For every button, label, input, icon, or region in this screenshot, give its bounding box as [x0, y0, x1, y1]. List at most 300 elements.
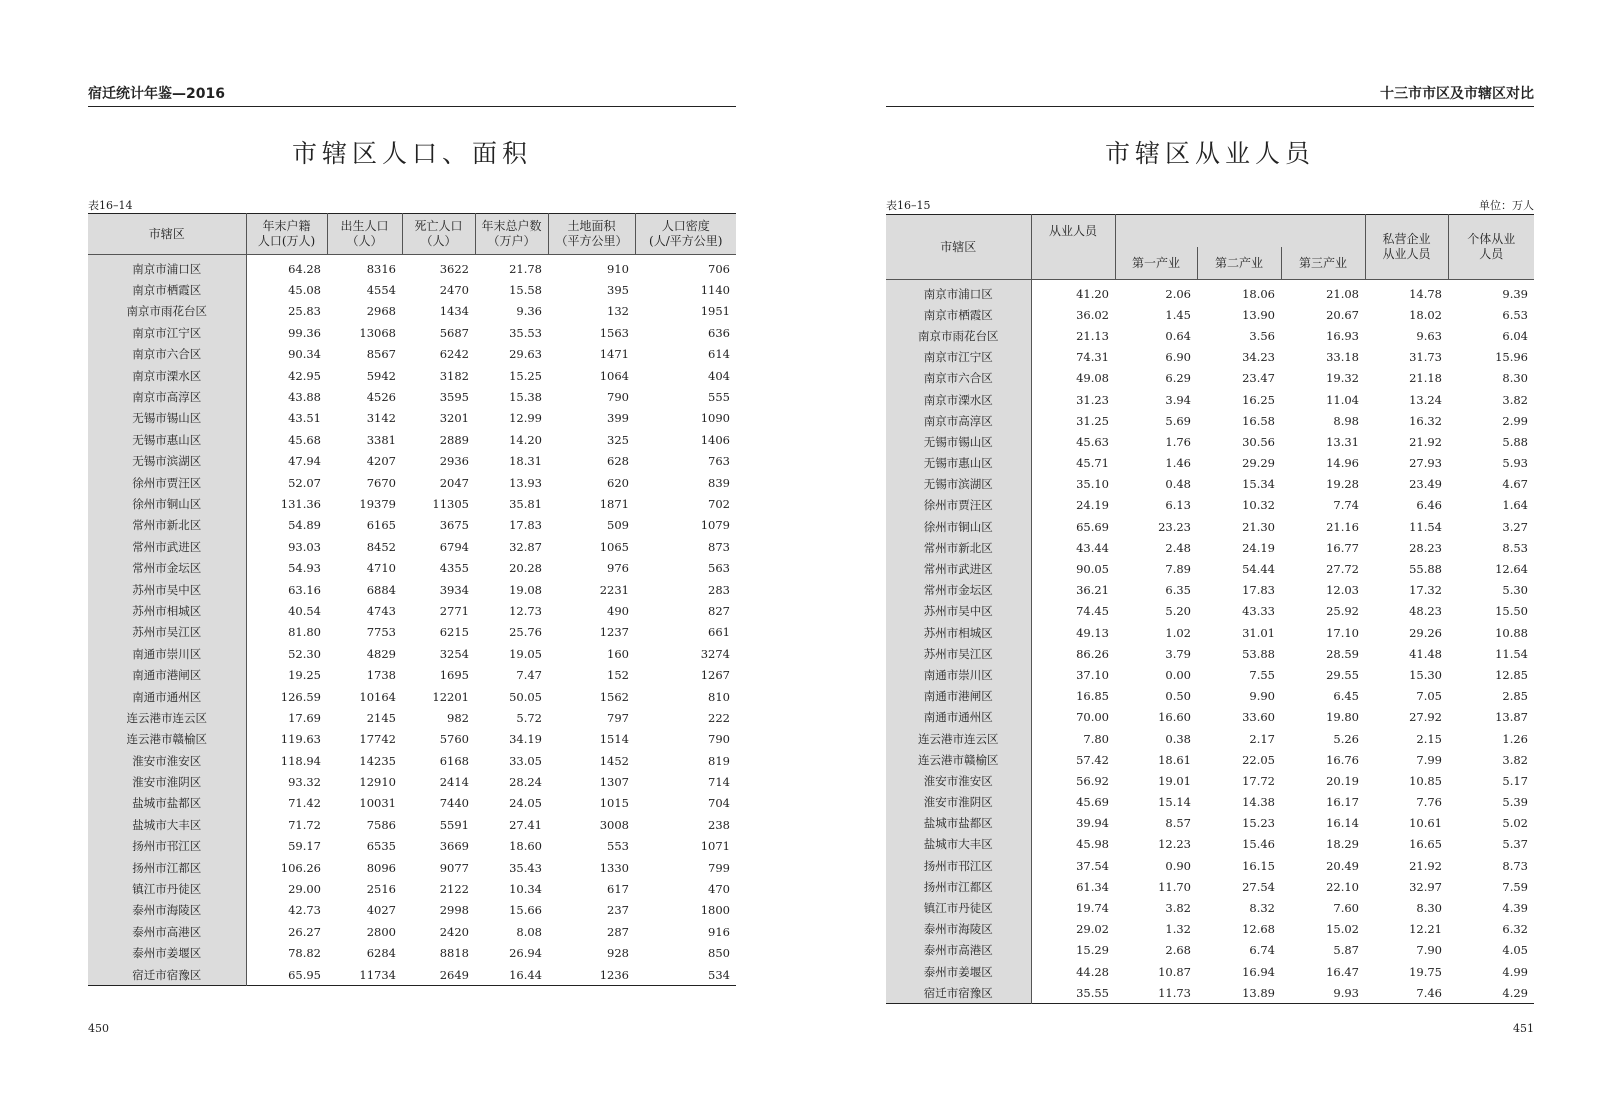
- value-cell: 14.96: [1326, 456, 1359, 471]
- value-cell: 56.92: [1076, 773, 1109, 788]
- value-cell: 5.26: [1333, 731, 1359, 746]
- value-cell: 16.14: [1326, 816, 1359, 831]
- value-cell: 7586: [366, 817, 396, 832]
- table-row: [886, 558, 1534, 579]
- table-row: [88, 408, 736, 429]
- table-row: [88, 255, 736, 280]
- header-tertiary: 第三产业: [1281, 247, 1365, 280]
- value-cell: 36.02: [1076, 307, 1109, 322]
- district-name-cell: 镇江市丹徒区: [88, 878, 246, 899]
- value-cell: 555: [708, 390, 730, 405]
- value-cell: 21.92: [1409, 434, 1442, 449]
- value-cell: 29.26: [1409, 625, 1442, 640]
- district-name-cell: 徐州市贾汪区: [886, 495, 1031, 516]
- value-cell: 976: [607, 561, 629, 576]
- value-cell: 7.74: [1333, 498, 1359, 513]
- value-cell: 916: [708, 924, 730, 939]
- value-cell: 6.29: [1165, 371, 1191, 386]
- value-cell: 15.14: [1158, 795, 1191, 810]
- value-cell: 28.59: [1326, 646, 1359, 661]
- value-cell: 14235: [359, 753, 396, 768]
- table-row: [886, 368, 1534, 389]
- value-cell: 45.68: [288, 432, 321, 447]
- value-cell: 18.06: [1242, 286, 1275, 301]
- value-cell: 19.25: [288, 668, 321, 683]
- value-cell: 1236: [599, 967, 629, 982]
- table-row: [886, 813, 1534, 834]
- value-cell: 32.97: [1409, 879, 1442, 894]
- value-cell: 13.93: [509, 475, 542, 490]
- value-cell: 7.60: [1333, 901, 1359, 916]
- value-cell: 49.08: [1076, 371, 1109, 386]
- district-name-cell: 南通市崇川区: [886, 664, 1031, 685]
- value-cell: 9.90: [1249, 689, 1275, 704]
- value-cell: 20.28: [509, 561, 542, 576]
- value-cell: 3142: [366, 411, 396, 426]
- table-row: [886, 643, 1534, 664]
- value-cell: 0.00: [1165, 667, 1191, 682]
- table-row: [88, 686, 736, 707]
- district-name-cell: 南通市崇川区: [88, 643, 246, 664]
- value-cell: 119.63: [280, 732, 321, 747]
- table-row: [88, 557, 736, 578]
- value-cell: 7670: [366, 475, 396, 490]
- value-cell: 53.88: [1242, 646, 1275, 661]
- value-cell: 49.13: [1076, 625, 1109, 640]
- value-cell: 4355: [439, 561, 469, 576]
- value-cell: 5.87: [1333, 943, 1359, 958]
- value-cell: 16.60: [1158, 710, 1191, 725]
- district-name-cell: 南京市溧水区: [88, 365, 246, 386]
- population-area-table: [88, 213, 736, 986]
- value-cell: 10.88: [1495, 625, 1528, 640]
- value-cell: 3.27: [1502, 519, 1528, 534]
- district-name-cell: 无锡市滨湖区: [886, 474, 1031, 495]
- table-row: [88, 622, 736, 643]
- district-name-cell: 盐城市大丰区: [88, 814, 246, 835]
- value-cell: 45.63: [1076, 434, 1109, 449]
- table-row: [886, 728, 1534, 749]
- value-cell: 7.90: [1416, 943, 1442, 958]
- value-cell: 12.23: [1158, 837, 1191, 852]
- value-cell: 16.15: [1242, 858, 1275, 873]
- value-cell: 18.31: [509, 454, 542, 469]
- district-name-cell: 扬州市邗江区: [886, 855, 1031, 876]
- value-cell: 13.90: [1242, 307, 1275, 322]
- value-cell: 19379: [359, 496, 396, 511]
- value-cell: 74.45: [1076, 604, 1109, 619]
- header-cell: 出生人口 （人）: [327, 214, 402, 255]
- value-cell: 16.76: [1326, 752, 1359, 767]
- value-cell: 819: [708, 753, 730, 768]
- value-cell: 19.32: [1326, 371, 1359, 386]
- table-row: [886, 940, 1534, 961]
- value-cell: 2231: [599, 582, 629, 597]
- value-cell: 5.17: [1502, 773, 1528, 788]
- value-cell: 15.66: [509, 903, 542, 918]
- value-cell: 93.32: [288, 775, 321, 790]
- value-cell: 18.60: [509, 839, 542, 854]
- value-cell: 3.79: [1165, 646, 1191, 661]
- value-cell: 1330: [599, 860, 629, 875]
- value-cell: 21.78: [509, 261, 542, 276]
- value-cell: 0.50: [1165, 689, 1191, 704]
- value-cell: 563: [708, 561, 730, 576]
- value-cell: 21.30: [1242, 519, 1275, 534]
- value-cell: 131.36: [280, 496, 321, 511]
- value-cell: 132: [607, 304, 629, 319]
- header-cell: 市辖区: [88, 214, 246, 255]
- district-name-cell: 常州市金坛区: [88, 557, 246, 578]
- district-name-cell: 南京市栖霞区: [88, 279, 246, 300]
- value-cell: 1563: [599, 325, 629, 340]
- value-cell: 13.24: [1409, 392, 1442, 407]
- value-cell: 21.18: [1409, 371, 1442, 386]
- value-cell: 1071: [700, 839, 730, 854]
- value-cell: 8.32: [1249, 901, 1275, 916]
- running-head-text: 宿迁统计年鉴—2016: [88, 86, 225, 102]
- district-name-cell: 泰州市海陵区: [88, 900, 246, 921]
- value-cell: 34.19: [509, 732, 542, 747]
- table-row: [886, 792, 1534, 813]
- value-cell: 797: [607, 710, 629, 725]
- district-name-cell: 南通市通州区: [88, 686, 246, 707]
- value-cell: 17.72: [1242, 773, 1275, 788]
- value-cell: 5.72: [516, 710, 542, 725]
- value-cell: 0.90: [1165, 858, 1191, 873]
- value-cell: 4027: [366, 903, 396, 918]
- running-head: [88, 86, 736, 107]
- value-cell: 982: [447, 710, 469, 725]
- value-cell: 7.47: [516, 668, 542, 683]
- value-cell: 16.94: [1242, 964, 1275, 979]
- table-row: [886, 325, 1534, 346]
- table-row: [886, 580, 1534, 601]
- value-cell: 10.85: [1409, 773, 1442, 788]
- value-cell: 10.61: [1409, 816, 1442, 831]
- value-cell: 2.68: [1165, 943, 1191, 958]
- value-cell: 7.99: [1416, 752, 1442, 767]
- value-cell: 4.67: [1502, 477, 1528, 492]
- value-cell: 65.69: [1076, 519, 1109, 534]
- district-name-cell: 南京市高淳区: [88, 386, 246, 407]
- value-cell: 23.23: [1158, 519, 1191, 534]
- value-cell: 10164: [359, 689, 396, 704]
- value-cell: 6168: [439, 753, 469, 768]
- header-primary: 第一产业: [1115, 247, 1197, 280]
- value-cell: 27.93: [1409, 456, 1442, 471]
- value-cell: 3675: [439, 518, 469, 533]
- value-cell: 8.08: [516, 924, 542, 939]
- value-cell: 1.76: [1165, 434, 1191, 449]
- value-cell: 8818: [439, 946, 469, 961]
- value-cell: 3254: [439, 646, 469, 661]
- value-cell: 8452: [366, 539, 396, 554]
- value-cell: 24.05: [509, 796, 542, 811]
- value-cell: 11.54: [1409, 519, 1442, 534]
- table-row: [88, 451, 736, 472]
- value-cell: 18.61: [1158, 752, 1191, 767]
- value-cell: 15.25: [509, 368, 542, 383]
- value-cell: 40.54: [288, 603, 321, 618]
- value-cell: 5942: [366, 368, 396, 383]
- table-row: [88, 429, 736, 450]
- district-name-cell: 常州市新北区: [886, 537, 1031, 558]
- value-cell: 4.99: [1502, 964, 1528, 979]
- value-cell: 8.73: [1502, 858, 1528, 873]
- value-cell: 2.99: [1502, 413, 1528, 428]
- district-name-cell: 苏州市吴江区: [88, 622, 246, 643]
- value-cell: 37.54: [1076, 858, 1109, 873]
- value-cell: 5.39: [1502, 795, 1528, 810]
- value-cell: 6242: [439, 347, 469, 362]
- district-name-cell: 苏州市吴中区: [88, 579, 246, 600]
- value-cell: 19.01: [1158, 773, 1191, 788]
- value-cell: 27.92: [1409, 710, 1442, 725]
- value-cell: 10.34: [509, 882, 542, 897]
- district-name-cell: 常州市新北区: [88, 515, 246, 536]
- value-cell: 8.30: [1502, 371, 1528, 386]
- value-cell: 90.05: [1076, 562, 1109, 577]
- value-cell: 86.26: [1076, 646, 1109, 661]
- value-cell: 35.53: [509, 325, 542, 340]
- value-cell: 11.54: [1495, 646, 1528, 661]
- value-cell: 35.55: [1076, 985, 1109, 1000]
- value-cell: 23.49: [1409, 477, 1442, 492]
- district-name-cell: 徐州市铜山区: [886, 516, 1031, 537]
- value-cell: 1738: [366, 668, 396, 683]
- value-cell: 2889: [439, 432, 469, 447]
- value-cell: 35.10: [1076, 477, 1109, 492]
- value-cell: 6.53: [1502, 307, 1528, 322]
- value-cell: 238: [708, 817, 730, 832]
- value-cell: 10031: [359, 796, 396, 811]
- value-cell: 41.48: [1409, 646, 1442, 661]
- value-cell: 2145: [366, 710, 396, 725]
- district-name-cell: 苏州市吴中区: [886, 601, 1031, 622]
- value-cell: 93.03: [288, 539, 321, 554]
- district-name-cell: 镇江市丹徒区: [886, 897, 1031, 918]
- district-name-cell: 徐州市贾汪区: [88, 472, 246, 493]
- value-cell: 29.63: [509, 347, 542, 362]
- district-name-cell: 无锡市惠山区: [886, 453, 1031, 474]
- value-cell: 8.53: [1502, 540, 1528, 555]
- district-name-cell: 南通市港闸区: [88, 664, 246, 685]
- value-cell: 13.87: [1495, 710, 1528, 725]
- value-cell: 90.34: [288, 347, 321, 362]
- value-cell: 11734: [359, 967, 396, 982]
- value-cell: 7.89: [1165, 562, 1191, 577]
- value-cell: 15.50: [1495, 604, 1528, 619]
- header-cell: 死亡人口 （人）: [402, 214, 475, 255]
- value-cell: 3008: [599, 817, 629, 832]
- value-cell: 64.28: [288, 261, 321, 276]
- value-cell: 6.74: [1249, 943, 1275, 958]
- value-cell: 17.83: [1242, 583, 1275, 598]
- value-cell: 21.13: [1076, 328, 1109, 343]
- district-name-cell: 常州市金坛区: [886, 580, 1031, 601]
- table-row: [88, 579, 736, 600]
- district-name-cell: 盐城市盐都区: [88, 793, 246, 814]
- running-head: [886, 86, 1534, 107]
- value-cell: 45.69: [1076, 795, 1109, 810]
- value-cell: 4526: [366, 390, 396, 405]
- value-cell: 1951: [700, 304, 730, 319]
- value-cell: 8.98: [1333, 413, 1359, 428]
- table-row: [88, 814, 736, 835]
- table-row: [88, 279, 736, 300]
- value-cell: 20.67: [1326, 307, 1359, 322]
- value-cell: 14.38: [1242, 795, 1275, 810]
- district-name-cell: 泰州市高港区: [886, 940, 1031, 961]
- value-cell: 17.32: [1409, 583, 1442, 598]
- value-cell: 25.92: [1326, 604, 1359, 619]
- district-name-cell: 南通市港闸区: [886, 686, 1031, 707]
- value-cell: 33.18: [1326, 350, 1359, 365]
- value-cell: 6535: [366, 839, 396, 854]
- value-cell: 4710: [366, 561, 396, 576]
- table-row: [886, 453, 1534, 474]
- value-cell: 11305: [432, 496, 469, 511]
- table-row: [886, 431, 1534, 452]
- header-private: 私营企业 从业人员: [1365, 215, 1448, 280]
- district-name-cell: 宿迁市宿豫区: [886, 982, 1031, 1004]
- table-row: [886, 495, 1534, 516]
- value-cell: 1800: [700, 903, 730, 918]
- table-row: [886, 537, 1534, 558]
- value-cell: 31.25: [1076, 413, 1109, 428]
- value-cell: 78.82: [288, 946, 321, 961]
- value-cell: 57.42: [1076, 752, 1109, 767]
- value-cell: 1452: [599, 753, 629, 768]
- header-industry-blank: [1115, 215, 1365, 248]
- value-cell: 17.83: [509, 518, 542, 533]
- value-cell: 3.82: [1502, 392, 1528, 407]
- value-cell: 23.47: [1242, 371, 1275, 386]
- district-name-cell: 淮安市淮阴区: [88, 771, 246, 792]
- value-cell: 3201: [439, 411, 469, 426]
- table-row: [88, 878, 736, 899]
- value-cell: 35.81: [509, 496, 542, 511]
- district-name-cell: 苏州市相城区: [88, 600, 246, 621]
- value-cell: 8.30: [1416, 901, 1442, 916]
- header-secondary: 第二产业: [1197, 247, 1281, 280]
- value-cell: 48.23: [1409, 604, 1442, 619]
- value-cell: 6.46: [1416, 498, 1442, 513]
- value-cell: 45.08: [288, 283, 321, 298]
- value-cell: 8316: [366, 261, 396, 276]
- table-row: [886, 770, 1534, 791]
- table-row: [88, 964, 736, 986]
- value-cell: 25.76: [509, 625, 542, 640]
- value-cell: 16.93: [1326, 328, 1359, 343]
- value-cell: 25.83: [288, 304, 321, 319]
- value-cell: 7.80: [1083, 731, 1109, 746]
- district-name-cell: 常州市武进区: [88, 536, 246, 557]
- value-cell: 928: [607, 946, 629, 961]
- table-row: [88, 536, 736, 557]
- page-number: 451: [1513, 1022, 1534, 1035]
- value-cell: 3595: [439, 390, 469, 405]
- value-cell: 28.23: [1409, 540, 1442, 555]
- running-head-text: 十三市市区及市辖区对比: [1380, 86, 1534, 102]
- value-cell: 5687: [439, 325, 469, 340]
- value-cell: 2420: [439, 924, 469, 939]
- header-cell: 年末户籍 人口(万人): [246, 214, 327, 255]
- district-name-cell: 淮安市淮安区: [88, 750, 246, 771]
- header-district: 市辖区: [886, 215, 1031, 280]
- district-name-cell: 扬州市江都区: [886, 876, 1031, 897]
- table-row: [88, 493, 736, 514]
- table-row: [88, 857, 736, 878]
- district-name-cell: 宿迁市宿豫区: [88, 964, 246, 986]
- value-cell: 1471: [599, 347, 629, 362]
- table-row: [886, 664, 1534, 685]
- table-row: [88, 729, 736, 750]
- value-cell: 26.94: [509, 946, 542, 961]
- value-cell: 1562: [599, 689, 629, 704]
- value-cell: 61.34: [1076, 879, 1109, 894]
- value-cell: 13.89: [1242, 985, 1275, 1000]
- value-cell: 7753: [366, 625, 396, 640]
- value-cell: 5.93: [1502, 456, 1528, 471]
- district-name-cell: 泰州市高港区: [88, 921, 246, 942]
- value-cell: 16.58: [1242, 413, 1275, 428]
- table-row: [88, 900, 736, 921]
- value-cell: 99.36: [288, 325, 321, 340]
- value-cell: 395: [607, 283, 629, 298]
- value-cell: 12910: [359, 775, 396, 790]
- table-row: [88, 472, 736, 493]
- table-row: [886, 707, 1534, 728]
- value-cell: 6.90: [1165, 350, 1191, 365]
- table-row: [88, 301, 736, 322]
- value-cell: 910: [607, 261, 629, 276]
- value-cell: 16.32: [1409, 413, 1442, 428]
- header-employed-blank: [1031, 247, 1115, 280]
- value-cell: 9.93: [1333, 985, 1359, 1000]
- value-cell: 6284: [366, 946, 396, 961]
- value-cell: 7440: [439, 796, 469, 811]
- table-row: [886, 876, 1534, 897]
- value-cell: 74.31: [1076, 350, 1109, 365]
- value-cell: 54.89: [288, 518, 321, 533]
- table-row: [88, 322, 736, 343]
- value-cell: 16.25: [1242, 392, 1275, 407]
- value-cell: 3274: [700, 646, 730, 661]
- value-cell: 45.98: [1076, 837, 1109, 852]
- table-row: [88, 365, 736, 386]
- district-name-cell: 泰州市海陵区: [886, 919, 1031, 940]
- value-cell: 15.30: [1409, 667, 1442, 682]
- page-title: 市辖区从业人员: [1104, 139, 1315, 168]
- value-cell: 17742: [359, 732, 396, 747]
- value-cell: 6.32: [1502, 922, 1528, 937]
- table-row: [886, 855, 1534, 876]
- value-cell: 16.77: [1326, 540, 1359, 555]
- value-cell: 15.96: [1495, 350, 1528, 365]
- value-cell: 16.85: [1076, 689, 1109, 704]
- value-cell: 11.73: [1158, 985, 1191, 1000]
- value-cell: 44.28: [1076, 964, 1109, 979]
- value-cell: 5.20: [1165, 604, 1191, 619]
- table-row: [88, 921, 736, 942]
- table-header-row: [886, 215, 1534, 248]
- value-cell: 63.16: [288, 582, 321, 597]
- table-row: [886, 389, 1534, 410]
- value-cell: 1514: [599, 732, 629, 747]
- value-cell: 850: [708, 946, 730, 961]
